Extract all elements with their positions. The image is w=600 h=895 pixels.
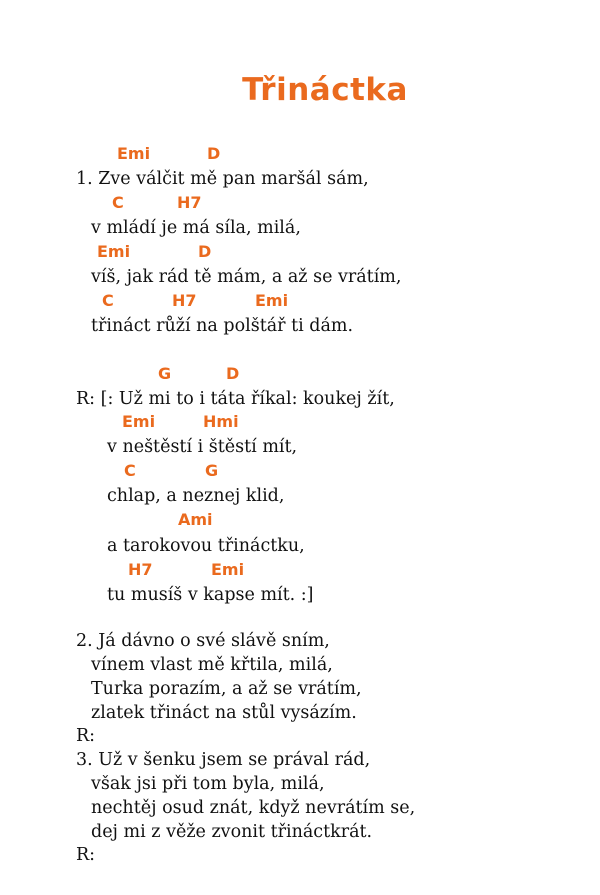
lyric-line: 1. Zve válčit mě pan maršál sám,: [76, 169, 369, 189]
chord: D: [226, 364, 240, 383]
chord: D: [207, 144, 221, 163]
lyric-line: vínem vlast mě křtila, milá,: [91, 655, 333, 675]
lyric-line: dej mi z věže zvonit třináctkrát.: [91, 822, 373, 842]
lyric-line: a tarokovou třináctku,: [107, 536, 305, 556]
chord: H7: [128, 560, 153, 579]
chord: D: [198, 242, 212, 261]
lyric-line: zlatek třináct na stůl vysázím.: [91, 703, 357, 723]
lyric-line: v mládí je má síla, milá,: [91, 218, 301, 238]
lyric-line: nechtěj osud znát, když nevrátím se,: [91, 798, 416, 818]
chord: Emi: [97, 242, 131, 261]
lyric-line: však jsi při tom byla, milá,: [91, 774, 325, 794]
lyric-line: v neštěstí i štěstí mít,: [107, 437, 298, 457]
lyric-line: Turka porazím, a až se vrátím,: [91, 679, 362, 699]
chord: C: [124, 461, 136, 480]
chord: G: [205, 461, 219, 480]
chord: C: [112, 193, 124, 212]
chord: Emi: [117, 144, 151, 163]
chord: Emi: [211, 560, 245, 579]
lyric-line: víš, jak rád tě mám, a až se vrátím,: [91, 267, 402, 287]
lyric-line: tu musíš v kapse mít. :]: [107, 585, 314, 605]
lyric-line: chlap, a neznej klid,: [107, 486, 285, 506]
refrain-marker: R:: [76, 845, 96, 865]
chord: H7: [177, 193, 202, 212]
chord: G: [158, 364, 172, 383]
chord: Hmi: [203, 412, 239, 431]
lyric-line: 2. Já dávno o své slávě sním,: [76, 631, 330, 651]
chord: Emi: [255, 291, 289, 310]
chord: H7: [172, 291, 197, 310]
refrain-marker: R:: [76, 726, 96, 746]
lyric-line: třináct růží na polštář ti dám.: [91, 316, 354, 336]
song-title: Třináctka: [242, 72, 408, 108]
chord: C: [102, 291, 114, 310]
chord: Emi: [122, 412, 156, 431]
lyric-line: 3. Už v šenku jsem se prával rád,: [76, 750, 371, 770]
chord: Ami: [178, 510, 213, 529]
lyric-line: R: [: Už mi to i táta říkal: koukej žít,: [76, 389, 395, 409]
